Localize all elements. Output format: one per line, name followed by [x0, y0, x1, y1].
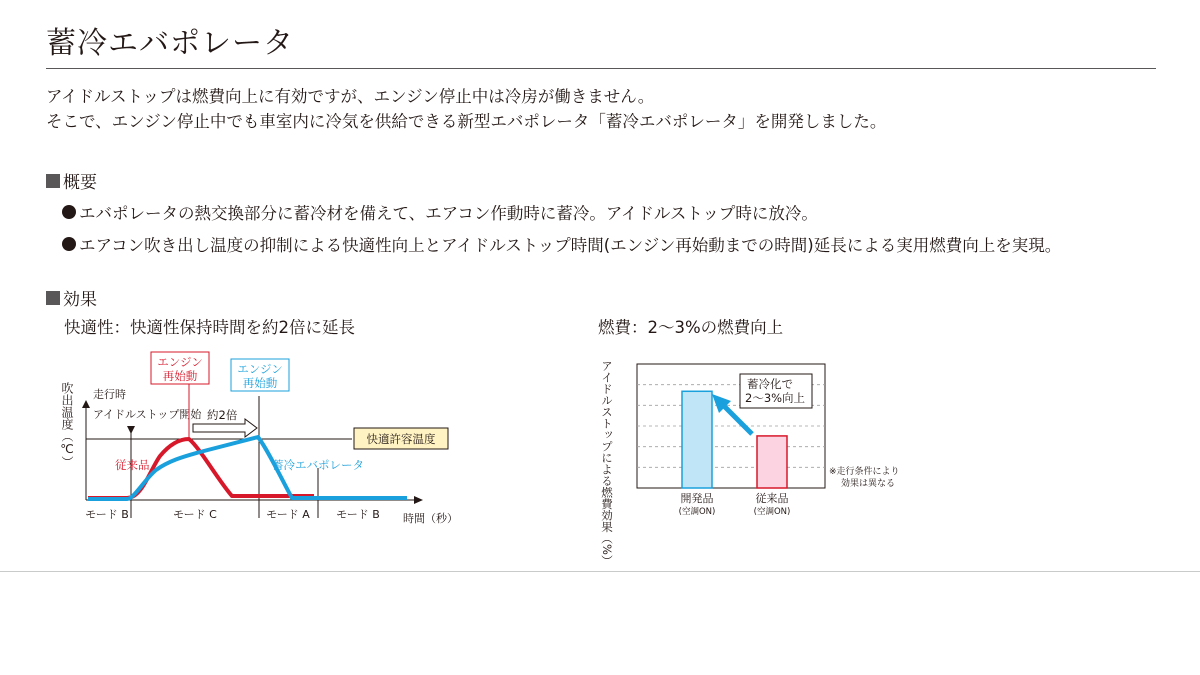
label-idle-start: アイドルストップ開始 — [93, 408, 202, 421]
mode-label: モード C — [173, 508, 217, 521]
intro-line: アイドルストップは燃費向上に有効ですが、エンジン停止中は冷房が働きません。 — [46, 87, 655, 106]
label-running: 走行時 — [93, 388, 126, 401]
square-bullet-icon — [46, 291, 60, 305]
comfort-diagram — [0, 340, 600, 540]
intro-line: そこで、エンジン停止中でも車室内に冷気を供給できる新型エバポレータ「蓄冷エバポレータ」を開発しました。 — [46, 112, 887, 131]
category-label: 開発品 — [680, 492, 714, 505]
y-axis-arrow-icon — [82, 400, 90, 408]
footer-divider — [0, 571, 1200, 572]
category-sublabel: (空調ON) — [678, 507, 716, 517]
mode-label: モード B — [85, 508, 129, 521]
comfort-caption: 快適性：快適性保持時間を約2倍に延長 — [64, 318, 355, 337]
restart-label-blue: エンジン — [237, 362, 283, 376]
mode-label: モード A — [266, 508, 310, 521]
category-sublabel: (空調ON) — [753, 507, 791, 517]
y-axis-label: アイドルストップによる燃費効果（%） — [600, 360, 614, 567]
label-conventional: 従来品 — [115, 458, 150, 472]
square-bullet-icon — [46, 174, 60, 188]
x-axis-label: 時間（秒） — [403, 512, 458, 525]
intro-text — [46, 84, 886, 134]
list-item — [62, 196, 1061, 228]
bar-conventional-product — [757, 436, 787, 488]
y-axis-label: 吹出温度（℃） — [60, 382, 74, 468]
effect-heading — [46, 285, 97, 310]
comfort-limit-label: 快適許容温度 — [366, 432, 436, 446]
fuel-bar-chart — [590, 350, 920, 567]
list-item — [62, 228, 1061, 260]
overview-heading — [46, 168, 97, 193]
round-bullet-icon — [62, 205, 76, 219]
label-storage-evaporator: 蓄冷エバポレータ — [272, 458, 364, 472]
idle-start-arrow-icon — [127, 426, 135, 434]
annotation-label: 蓄冷化で — [747, 377, 793, 391]
restart-label-red: エンジン — [157, 355, 203, 369]
restart-label-blue: 再始動 — [242, 376, 278, 390]
overview-list — [62, 196, 1061, 260]
footnote: 効果は異なる — [841, 479, 896, 489]
footnote: ※走行条件により — [829, 467, 900, 477]
round-bullet-icon — [62, 237, 76, 251]
fuel-caption: 燃費：2～3%の燃費向上 — [598, 318, 784, 337]
x-axis-arrow-icon — [414, 496, 423, 504]
page-title: 蓄冷エバポレータ — [46, 26, 294, 61]
label-double: 約2倍 — [207, 408, 238, 422]
annotation-label: 2～3%向上 — [745, 391, 806, 405]
title-divider — [46, 68, 1156, 69]
mode-label: モード B — [336, 508, 380, 521]
list-item-text: エバポレータの熱交換部分に蓄冷材を備えて、エアコン作動時に蓄冷。アイドルストップ時に放冷。 — [79, 204, 818, 223]
effect-heading-label: 効果 — [63, 290, 97, 310]
list-item-text: エアコン吹き出し温度の抑制による快適性向上とアイドルストップ時間(エンジン再始動までの時間)延長による実用燃費向上を実現。 — [79, 236, 1062, 255]
restart-label-red: 再始動 — [162, 369, 198, 383]
overview-heading-label: 概要 — [63, 173, 97, 193]
category-label: 従来品 — [755, 492, 789, 505]
bar-developed-product — [682, 391, 712, 488]
